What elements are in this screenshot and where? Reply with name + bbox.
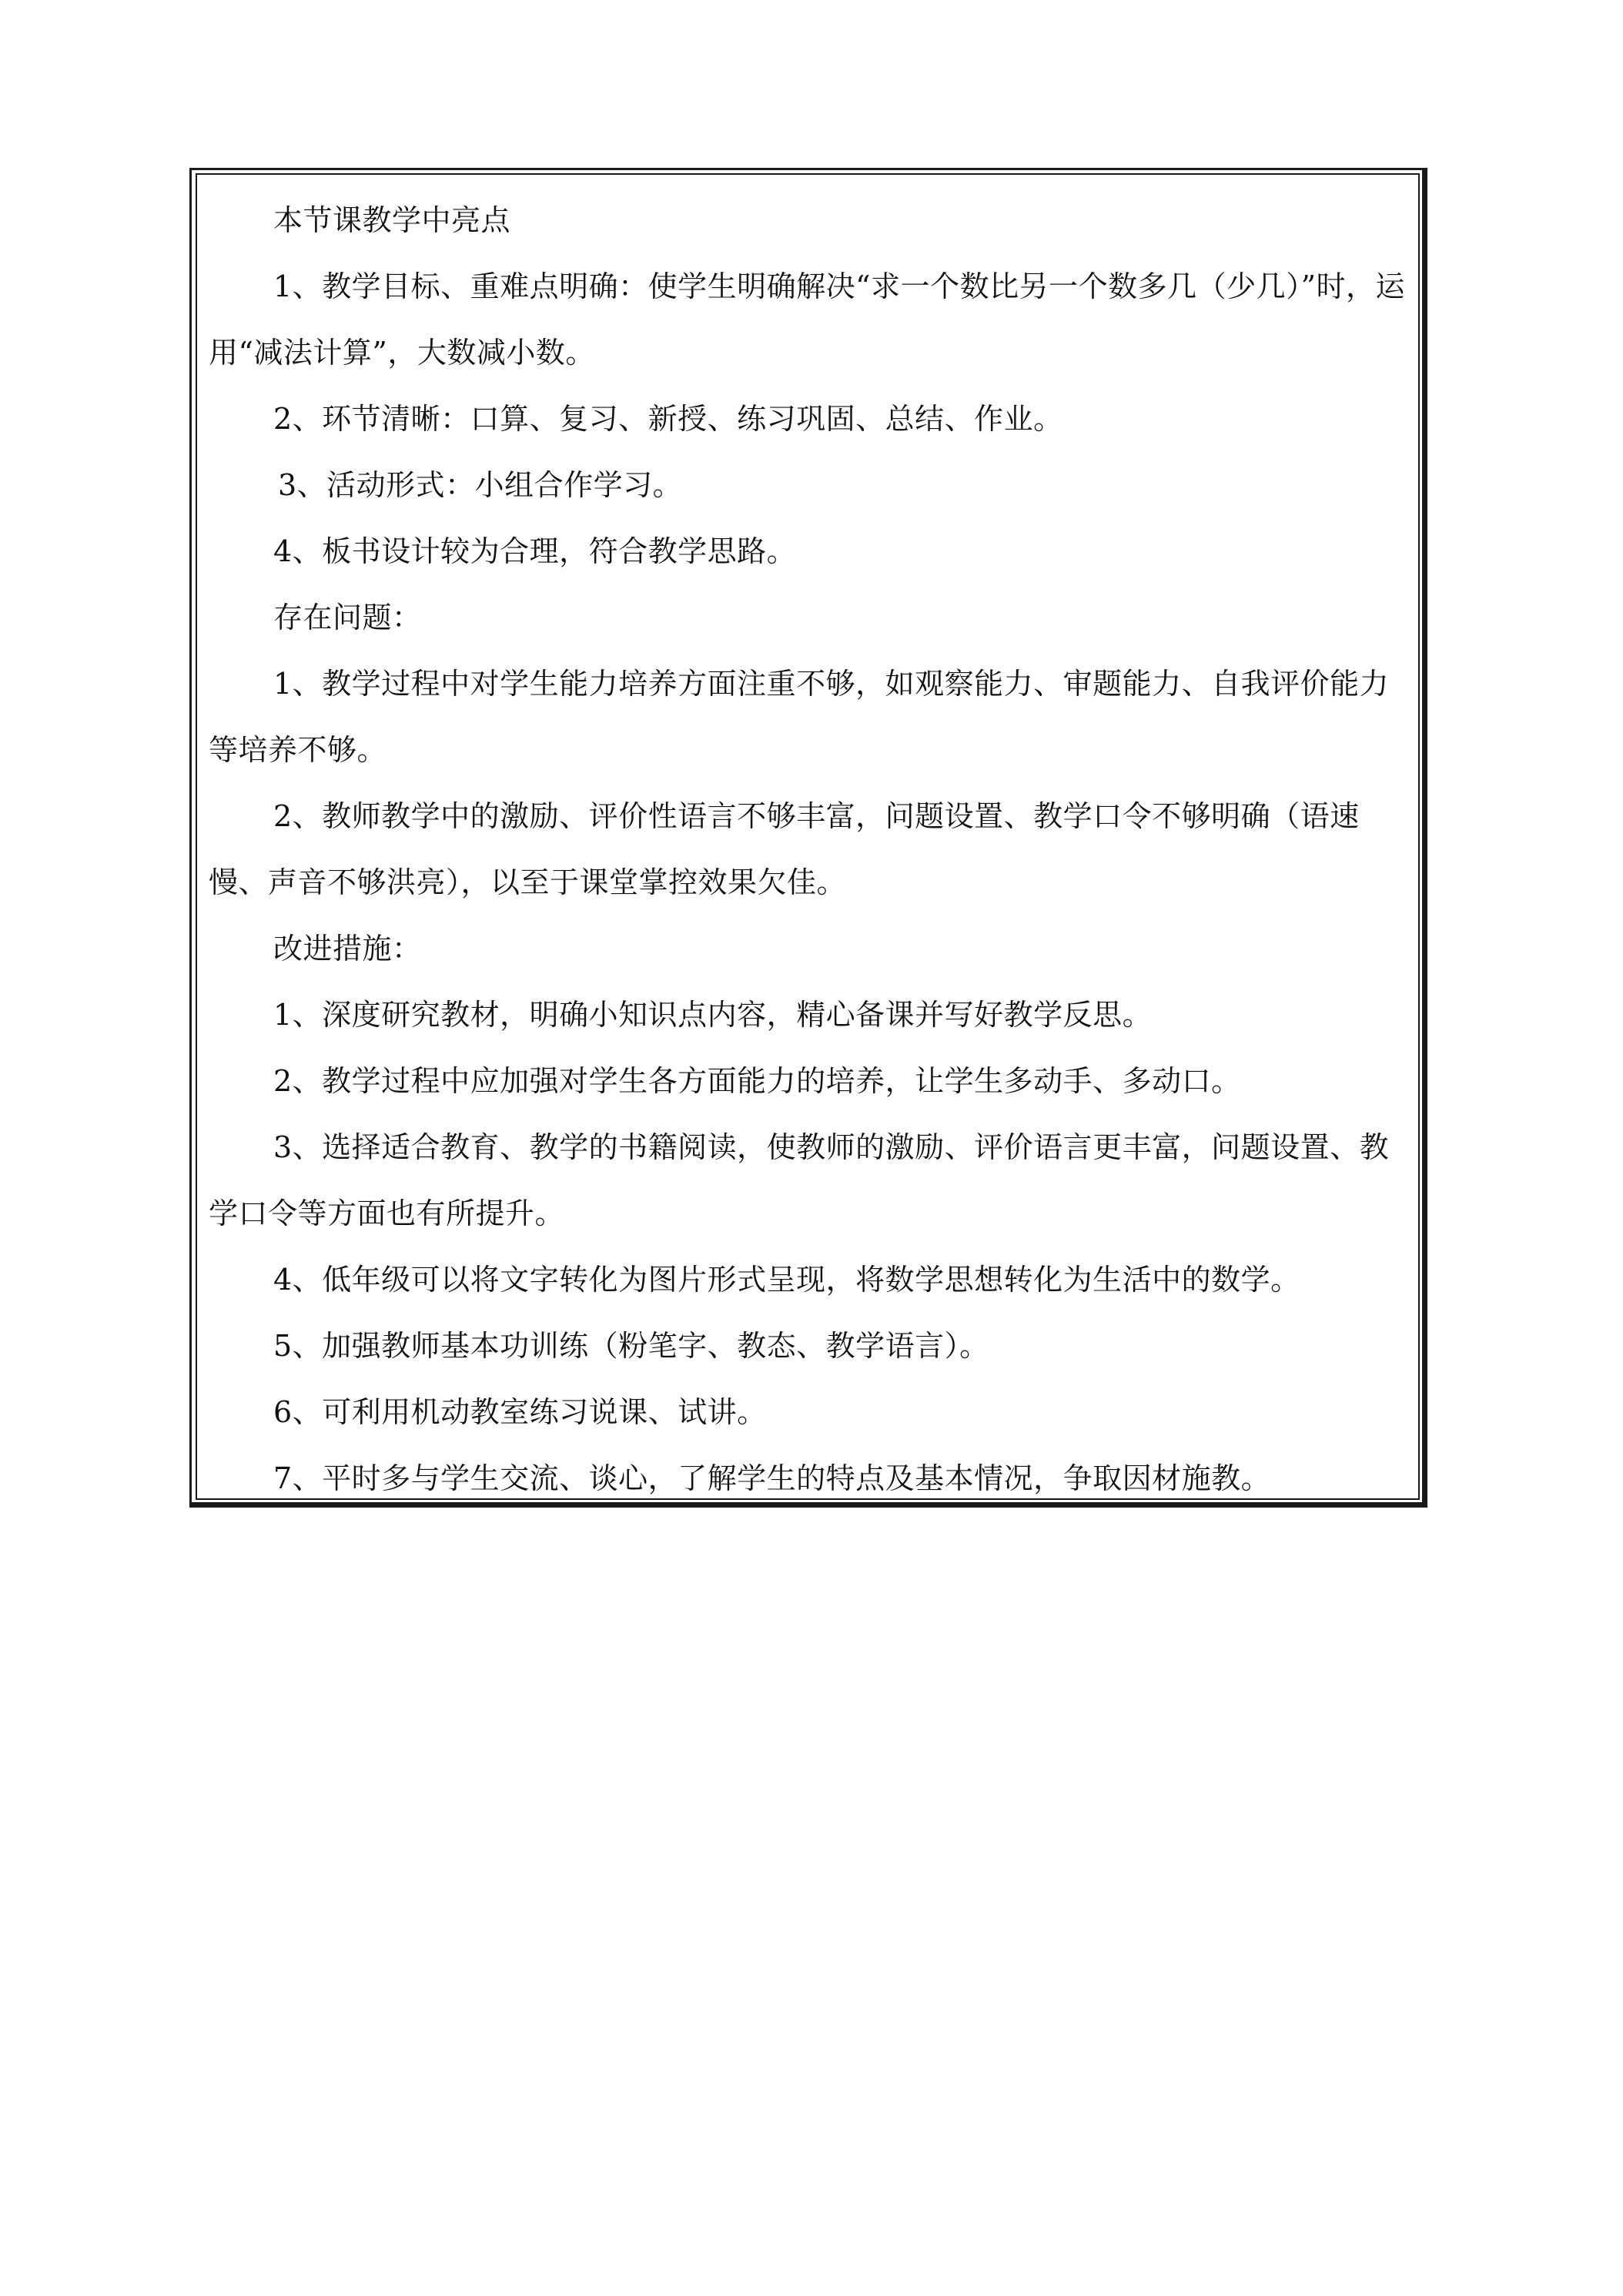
improvement-item-5: 5、加强教师基本功训练（粉笔字、教态、教学语言）。 [273, 1329, 989, 1363]
highlight-item-1: 1、教学目标、重难点明确：使学生明确解决“求一个数比另一个数多几（少几）”时，运用“减法计算”，大数减小数。 [209, 269, 1406, 370]
highlight-item-4: 4、板书设计较为合理，符合教学思路。 [273, 534, 797, 568]
improvement-item-7: 7、平时多与学生交流、谈心，了解学生的特点及基本情况，争取因材施教。 [273, 1461, 1271, 1495]
improvement-item-2: 2、教学过程中应加强对学生各方面能力的培养，让学生多动手、多动口。 [273, 1064, 1241, 1098]
document-content [209, 187, 1410, 1511]
problems-heading: 存在问题： [273, 601, 422, 634]
document-table-frame [189, 168, 1427, 1508]
improvement-item-1: 1、深度研究教材，明确小知识点内容，精心备课并写好教学反思。 [273, 998, 1153, 1032]
highlight-item-3: 3、活动形式：小组合作学习。 [278, 468, 683, 502]
problem-item-2: 2、教师教学中的激励、评价性语言不够丰富，问题设置、教学口令不够明确（语速慢、声音不够洪亮），以至于课堂掌控效果欠佳。 [209, 799, 1360, 899]
highlights-heading: 本节课教学中亮点 [273, 203, 511, 237]
improvement-item-3: 3、选择适合教育、教学的书籍阅读，使教师的激励、评价语言更丰富，问题设置、教学口令等方面也有所提升。 [209, 1130, 1390, 1230]
problem-item-1: 1、教学过程中对学生能力培养方面注重不够，如观察能力、审题能力、自我评价能力等培养不够。 [209, 667, 1390, 767]
highlight-item-2: 2、环节清晰：口算、复习、新授、练习巩固、总结、作业。 [273, 402, 1063, 436]
improvements-heading: 改进措施： [273, 932, 422, 966]
improvement-item-6: 6、可利用机动教室练习说课、试讲。 [273, 1395, 767, 1429]
improvement-item-4: 4、低年级可以将文字转化为图片形式呈现，将数学思想转化为生活中的数学。 [273, 1263, 1300, 1297]
